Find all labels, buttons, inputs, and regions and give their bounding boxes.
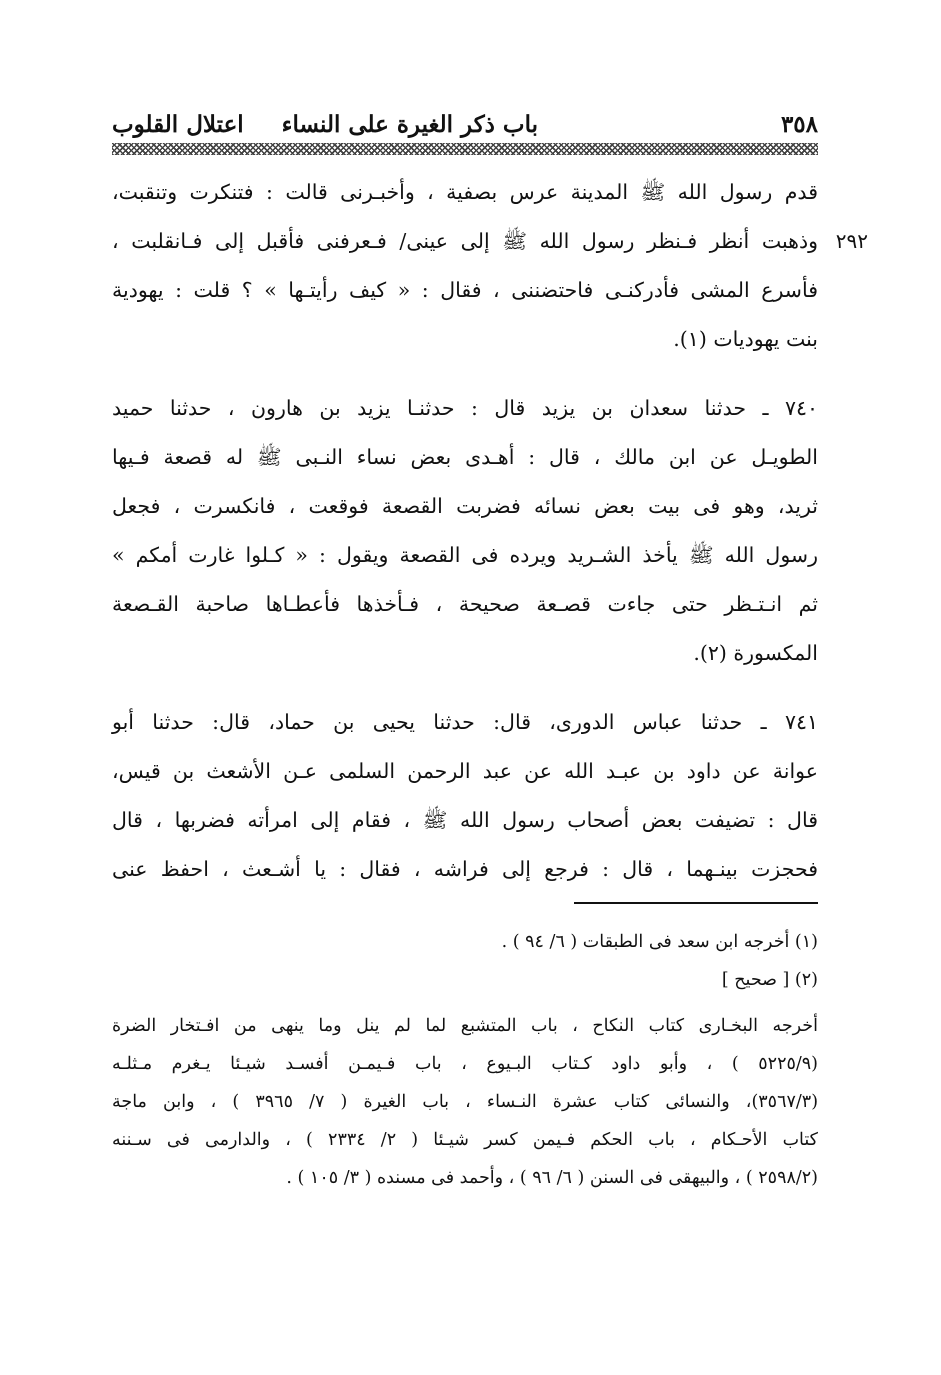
text-line: رسول الله ﷺ يأخذ الشـريد ويرده فى القصعة ويقول : « كـلوا غارت أمكم » bbox=[112, 543, 818, 567]
text-line: ٧٤١ ـ حدثنا عباس الدورى، قال: حدثنا يحيى بن حماد، قال: حدثنا أبو bbox=[112, 710, 818, 734]
paragraph bbox=[112, 698, 818, 894]
header-ornamental-rule bbox=[112, 143, 818, 155]
footnote-2-line: أخرجه البخـارى كتاب النكاح ، باب المتشبع لما لم ينل وما ينهى من افـتخار الضرة bbox=[112, 1016, 818, 1036]
text-line: ٧٤٠ ـ حدثنا سعدان بن يزيد قال : حدثنـا يزيد بن هارون ، حدثنا حميد bbox=[112, 396, 818, 420]
footnote-1: (١) أخرجه ابن سعد فى الطبقات ( ٦/ ٩٤ ) . bbox=[501, 932, 818, 952]
paragraph bbox=[112, 168, 868, 364]
footnote-2-line: (٥٢٢٥/٩ ) ، وأبو داود كـتاب البـيوع ، باب فـيمـن أفسـد شيـئا يـغرم مـثلـه bbox=[112, 1054, 818, 1074]
text-line: بنت يهوديات (١). bbox=[673, 327, 818, 351]
footnote-2-line: (٣٥٦٧/٣)، والنسائى كتاب عشرة النـساء ، باب الغيرة ( ٧/ ٣٩٦٥ ) ، وابن ماجة bbox=[112, 1092, 819, 1112]
chapter-title: باب ذكر الغيرة على النساء bbox=[281, 111, 538, 138]
footnote-2-line: كتاب الأحـكام ، باب الحكم فـيمن كسر شيـئا ( ٢/ ٢٣٣٤ ) ، والدارمى فى سـننه bbox=[112, 1130, 818, 1150]
text-line: فأسرع المشى فأدركنـى فاحتضننى ، فقال : « كيف رأيتـها » ؟ قلت : يهودية bbox=[112, 278, 818, 302]
footnote-gap bbox=[112, 999, 818, 1007]
footnote-2-heading: (٢) [ صحيح ] bbox=[721, 970, 818, 990]
margin-manuscript-ref: ٢٩٢ bbox=[835, 229, 868, 253]
page-number: ٣٥٨ bbox=[780, 111, 818, 138]
text-line: عوانة عن داود بن عبـد الله عن عبد الرحمن السلمى عـن الأشعث بن قيس، bbox=[112, 759, 818, 783]
page-header bbox=[112, 108, 818, 142]
text-line: فحجزت بينـهما ، قال : فرجع إلى فراشه ، فقال : يا أشـعث ، احفظ عنى bbox=[112, 857, 818, 881]
footnote-separator bbox=[574, 902, 818, 904]
text-line: الطويـل عن ابن مالك ، قال : أهـدى بعض نساء النـبى ﷺ له قصعة فـيها bbox=[112, 445, 818, 469]
text-line: قال : تضيفت بعض أصحاب رسول الله ﷺ ، فقام إلى امرأته فضربها ، قال bbox=[112, 808, 818, 832]
text-line: ثريد، وهو فى بيت بعض نسائه فضربت القصعة فوقعت ، فانكسرت ، فجعل bbox=[112, 494, 818, 518]
paragraph-gap bbox=[112, 364, 818, 384]
footnote-2-line: (٢٥٩٨/٢ ) ، والبيهقى فى السنن ( ٦/ ٩٦ ) ، وأحمد فى مسنده ( ٣/ ١٠٥ ) . bbox=[286, 1168, 818, 1188]
text-line: قدم رسول الله ﷺ المدينة عرس بصفية ، وأخبـرنى قالت : فتنكرت وتنقبت، bbox=[112, 180, 818, 204]
text-line: ثم انـتـظر حتى جاءت قصـعة صحيحة ، فـأخذها فأعطـاها صاحبة القـصعة bbox=[112, 592, 818, 616]
paragraph-gap bbox=[112, 678, 818, 698]
main-text bbox=[112, 168, 868, 894]
book-title: اعتلال القلوب bbox=[112, 111, 244, 138]
text-line: المكسورة (٢). bbox=[693, 641, 818, 665]
text-line bbox=[112, 217, 868, 266]
text-line-content: وذهبت أنظر فـنظر رسول الله ﷺ إلى عينى/ فـعرفنى فأقبل إلى فـانقلبت ، bbox=[112, 229, 818, 253]
footnotes bbox=[112, 923, 818, 1197]
paragraph bbox=[112, 384, 818, 678]
